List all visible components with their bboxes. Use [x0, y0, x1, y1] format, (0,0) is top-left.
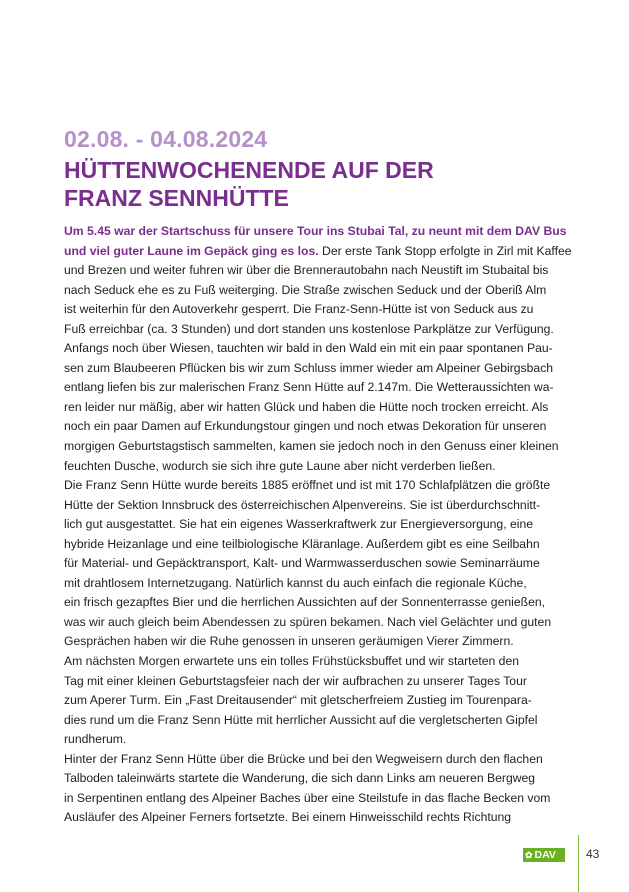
footer-rule	[578, 835, 579, 892]
body-line: und Brezen und weiter fuhren wir über die Brennerautobahn nach Neustift im Stubaital bis	[64, 263, 549, 278]
body-line: rundherum.	[64, 732, 127, 747]
body-line: nach Seduck ehe es zu Fuß weiterging. Die Straße zwischen Seduck und der Oberiß Alm	[64, 282, 547, 297]
body-line: entlang liefen bis zur malerischen Franz Senn Hütte auf 2.147m. Die Wetteraussichten wa-	[64, 380, 554, 395]
title-line-1: HÜTTENWOCHENENDE AUF DER	[64, 157, 434, 183]
body-line: Fuß erreichbar (ca. 3 Stunden) und dort standen uns kostenlose Parkplätze zur Verfügung.	[64, 321, 554, 336]
body-line: morgigen Geburtstagstisch sammelten, kamen sie jedoch noch in den Genuss einer kleinen	[64, 439, 559, 454]
body-line: Am nächsten Morgen erwartete uns ein tolles Frühstücksbuffet und wir starteten den	[64, 654, 520, 669]
body-line: hybride Heizanlage und eine teilbiologische Kläranlage. Außerdem gibt es eine Seilbahn	[64, 536, 540, 551]
body-line: Talboden taleinwärts startete die Wanderung, die sich dann Links am neueren Bergweg	[64, 771, 536, 786]
body-line: Gesprächen haben wir die Ruhe genossen in unseren geräumigen Vierer Zimmern.	[64, 634, 514, 649]
lead-text: und viel guter Laune im Gepäck ging es los.	[64, 243, 319, 258]
lead-continuation: Der erste Tank Stopp erfolgte in Zirl mit Kaffee	[318, 243, 572, 258]
lead-line-1: Um 5.45 war der Startschuss für unsere Tour ins Stubai Tal, zu neunt mit dem DAV Bus	[64, 224, 567, 238]
body-line: für Material- und Gepäcktransport, Kalt- und Warmwasserduschen sowie Seminarräume	[64, 556, 540, 571]
dav-logo	[523, 848, 565, 862]
body-line: ist weiterhin für den Autoverkehr gesperrt. Die Franz-Senn-Hütte ist von Seduck aus zu	[64, 302, 534, 317]
body-line: in Serpentinen entlang des Alpeiner Baches über eine Steilstufe in das flache Becken vom	[64, 790, 551, 805]
body-line: Ausläufer des Alpeiner Ferners fortsetzte. Bei einem Hinweisschild rechts Richtung	[64, 810, 512, 825]
body-line: Die Franz Senn Hütte wurde bereits 1885 eröffnet und ist mit 170 Schlafplätzen die größte	[64, 478, 551, 493]
body-line: ein frisch gezapftes Bier und die herrlichen Aussichten auf der Sonnenterrasse genießen,	[64, 595, 546, 610]
body-line: dies rund um die Franz Senn Hütte mit herrlicher Aussicht auf die vergletscherten Gipfel	[64, 712, 538, 727]
body-line: Hinter der Franz Senn Hütte über die Brücke und bei den Wegweisern durch den flachen	[64, 751, 543, 766]
body-line: Anfangs noch über Wiesen, tauchten wir bald in den Wald ein mit ein paar spontanen Pau-	[64, 341, 553, 356]
body-line: feuchten Dusche, wodurch sie sich ihre gute Laune aber nicht verderben ließen.	[64, 458, 496, 473]
body-lines	[64, 261, 570, 828]
body-line: mit drahtlosem Internetzugang. Natürlich kannst du auch einfach die regionale Küche,	[64, 575, 527, 590]
title-line-2: FRANZ SENNHÜTTE	[64, 185, 289, 211]
body-line: lich gut ausgestattet. Sie hat ein eigenes Wasserkraftwerk zur Energieversorgung, eine	[64, 517, 534, 532]
date-heading: 02.08. - 04.08.2024	[64, 126, 268, 152]
body-line: sen zum Blaubeeren Pflücken bis wir zum Schluss immer wieder am Alpeiner Gebirgsbach	[64, 360, 554, 375]
article-body	[64, 222, 570, 828]
logo-text: DAV	[534, 849, 556, 861]
body-line: was wir auch gleich beim Abendessen zu spüren bekamen. Nach viel Gelächter und guten	[64, 614, 552, 629]
page-number: 43	[586, 847, 600, 861]
body-line: Hütte der Sektion Innsbruck des österreichischen Alpenvereins. Sie ist überdurchschnitt-	[64, 497, 541, 512]
body-line: Tag mit einer kleinen Geburtstagsfeier nach der wir aufbrachen zu unserer Tages Tour	[64, 673, 527, 688]
body-line: ren leider nur mäßig, aber wir hatten Glück und haben die Hütte noch trocken erreicht. Als	[64, 399, 549, 414]
body-line: noch ein paar Damen auf Erkundungstour gingen und noch etwas Dekoration für unseren	[64, 419, 547, 434]
lead-line-2	[64, 242, 570, 262]
page-title	[64, 156, 434, 212]
edelweiss-icon: ✿	[525, 850, 533, 860]
body-line: zum Aperer Turm. Ein „Fast Dreitausender“ mit gletscherfreiem Zustieg im Tourenpara-	[64, 693, 532, 708]
